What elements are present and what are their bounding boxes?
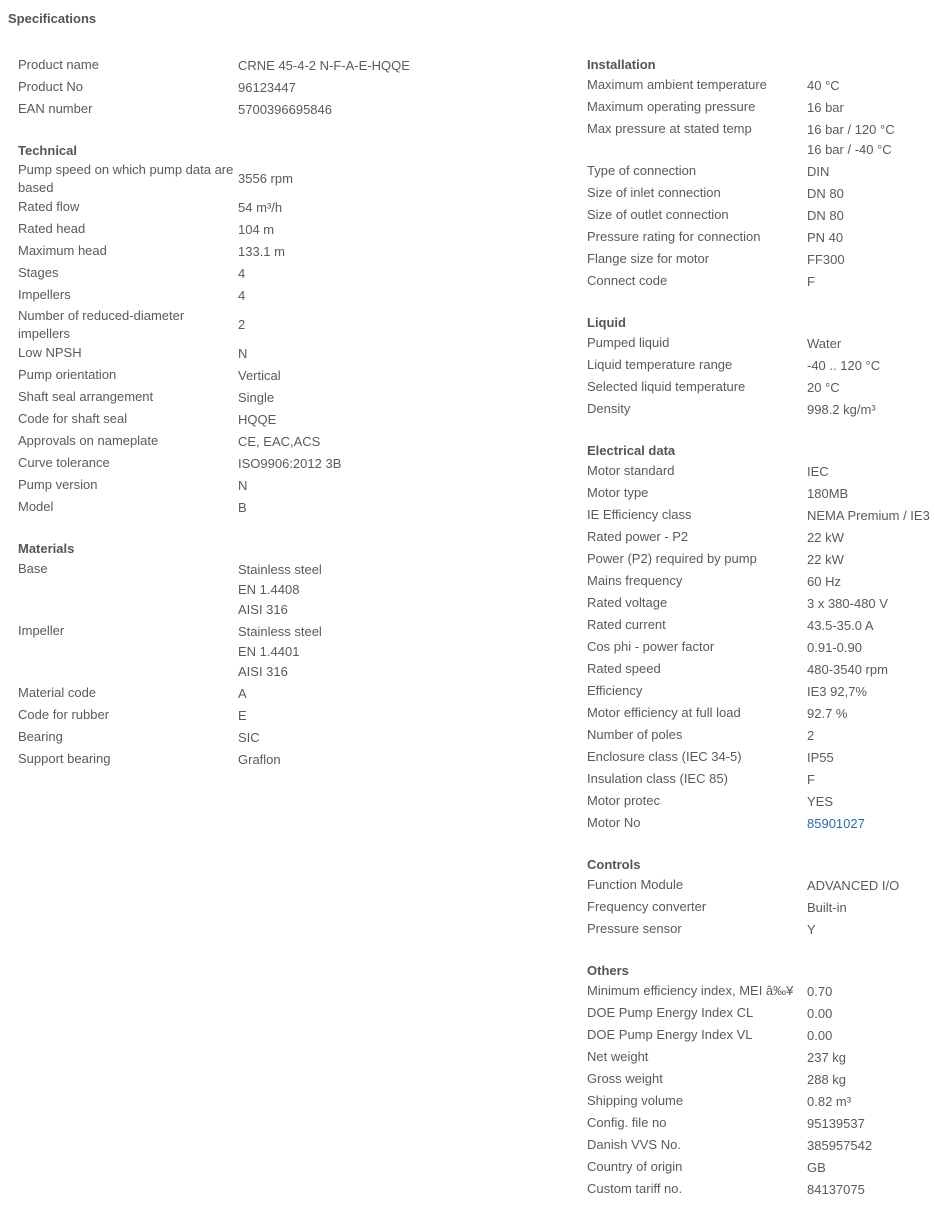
spec-label: Material code [18, 685, 97, 700]
spec-value [807, 1091, 934, 1113]
spec-row [18, 453, 563, 475]
spec-label: Rated speed [587, 661, 661, 676]
spec-row [18, 55, 563, 77]
spec-row [587, 355, 934, 377]
spec-row [587, 119, 934, 161]
spec-value [238, 77, 563, 99]
spec-label: Size of outlet connection [587, 207, 729, 222]
spec-row [587, 205, 934, 227]
spec-row [587, 637, 934, 659]
spec-label: Impeller [18, 623, 65, 638]
spec-row [587, 1003, 934, 1025]
spec-value [807, 97, 934, 119]
spec-row [587, 1091, 934, 1113]
spec-value [238, 559, 563, 621]
spec-value-line: 40 °C [807, 78, 840, 93]
spec-row [587, 249, 934, 271]
spec-label: Support bearing [18, 751, 111, 766]
spec-row [18, 497, 563, 519]
spec-value [807, 981, 934, 1003]
spec-label: Pump speed on which pump data are based [18, 162, 234, 195]
spec-label: Danish VVS No. [587, 1137, 681, 1152]
spec-value [238, 307, 563, 343]
spec-value-line: 288 kg [807, 1072, 847, 1087]
spec-value-line: F [807, 274, 815, 289]
spec-row [587, 75, 934, 97]
spec-value [807, 205, 934, 227]
spec-value [238, 55, 563, 77]
spec-value-line: 2 [238, 317, 246, 332]
spec-row [18, 559, 563, 621]
spec-label: Maximum operating pressure [587, 99, 756, 114]
spec-row [587, 1047, 934, 1069]
section-heading: Installation [587, 57, 656, 72]
section-controls [587, 855, 934, 941]
spec-value-line: Vertical [238, 368, 281, 383]
spec-column-right [587, 55, 934, 1221]
spec-label: Code for shaft seal [18, 411, 128, 426]
spec-value-line: 16 bar / -40 °C [807, 142, 892, 157]
spec-value [807, 637, 934, 659]
spec-value [807, 1069, 934, 1091]
spec-row [18, 197, 563, 219]
page-title: Specifications [8, 11, 97, 26]
spec-value [807, 161, 934, 183]
spec-value [807, 333, 934, 355]
spec-row [587, 549, 934, 571]
spec-value [807, 791, 934, 813]
spec-label: Type of connection [587, 163, 697, 178]
spec-value [807, 461, 934, 483]
spec-value-line: AISI 316 [238, 664, 288, 679]
section-heading: Materials [18, 541, 75, 556]
spec-value-line: 84137075 [807, 1182, 865, 1197]
spec-row [587, 593, 934, 615]
spec-value [238, 409, 563, 431]
spec-value-line: YES [807, 794, 834, 809]
spec-value-line: IEC [807, 464, 829, 479]
spec-value-line: Water [807, 336, 842, 351]
spec-value-line: EN 1.4401 [238, 644, 300, 659]
spec-label: Cos phi - power factor [587, 639, 715, 654]
spec-value-line: 180MB [807, 486, 849, 501]
section-electrical [587, 441, 934, 835]
spec-value [238, 387, 563, 409]
spec-value-line: 998.2 kg/m³ [807, 402, 876, 417]
spec-value [807, 549, 934, 571]
spec-label: Rated power - P2 [587, 529, 689, 544]
spec-label: Number of poles [587, 727, 683, 742]
spec-row [587, 571, 934, 593]
spec-label: Approvals on nameplate [18, 433, 159, 448]
spec-value-line: DN 80 [807, 208, 844, 223]
spec-value-line: 3556 rpm [238, 171, 293, 186]
spec-row [587, 1179, 934, 1201]
spec-label: Selected liquid temperature [587, 379, 746, 394]
spec-row [587, 377, 934, 399]
spec-label: Shipping volume [587, 1093, 684, 1108]
spec-row [18, 285, 563, 307]
spec-value [807, 593, 934, 615]
spec-value [807, 227, 934, 249]
spec-row [18, 409, 563, 431]
spec-row [18, 77, 563, 99]
spec-value-line: 4 [238, 266, 246, 281]
spec-value-line: HQQE [238, 412, 277, 427]
spec-value-line: GB [807, 1160, 826, 1175]
spec-row [18, 219, 563, 241]
spec-value [807, 1003, 934, 1025]
spec-label: Pumped liquid [587, 335, 670, 350]
spec-label: Insulation class (IEC 85) [587, 771, 728, 786]
spec-row [587, 483, 934, 505]
spec-label: Motor protec [587, 793, 660, 808]
spec-row [18, 749, 563, 771]
spec-value-line: IE3 92,7% [807, 684, 867, 699]
spec-row [587, 747, 934, 769]
spec-value [807, 399, 934, 421]
spec-value-line: 104 m [238, 222, 275, 237]
spec-row [587, 1135, 934, 1157]
spec-label: Rated voltage [587, 595, 668, 610]
spec-row [18, 705, 563, 727]
spec-value [807, 615, 934, 637]
spec-row [587, 703, 934, 725]
spec-value [238, 285, 563, 307]
spec-label: Gross weight [587, 1071, 663, 1086]
spec-label: IE Efficiency class [587, 507, 692, 522]
spec-row [587, 271, 934, 293]
spec-value-line: 2 [807, 728, 815, 743]
spec-row [587, 919, 934, 941]
spec-row [18, 475, 563, 497]
spec-row [587, 875, 934, 897]
spec-value-line: EN 1.4408 [238, 582, 300, 597]
spec-row [587, 681, 934, 703]
spec-value-line: N [238, 478, 248, 493]
spec-label: Maximum head [18, 243, 107, 258]
spec-label: Liquid temperature range [587, 357, 733, 372]
spec-value-line: 480-3540 rpm [807, 662, 888, 677]
spec-value [807, 875, 934, 897]
spec-value-line: CRNE 45-4-2 N-F-A-E-HQQE [238, 58, 410, 73]
spec-value-line: 4 [238, 288, 246, 303]
spec-label: Net weight [587, 1049, 649, 1064]
spec-label: Connect code [587, 273, 668, 288]
spec-value-line: CE, EAC,ACS [238, 434, 321, 449]
spec-label: Minimum efficiency index, MEI â‰¥ [587, 983, 794, 998]
spec-value-line: 385957542 [807, 1138, 873, 1153]
spec-value-line: 0.00 [807, 1006, 833, 1021]
spec-row [18, 621, 563, 683]
spec-value-line: N [238, 346, 248, 361]
spec-value [807, 747, 934, 769]
motor-number-link[interactable]: 85901027 [807, 816, 865, 831]
spec-value [807, 505, 934, 527]
spec-label: EAN number [18, 101, 93, 116]
spec-row [587, 1069, 934, 1091]
spec-label: Code for rubber [18, 707, 110, 722]
spec-label: Flange size for motor [587, 251, 710, 266]
spec-value-line: 16 bar [807, 100, 844, 115]
spec-row [587, 769, 934, 791]
spec-row [18, 307, 563, 343]
spec-value-line: 22 kW [807, 530, 844, 545]
spec-label: Motor No [587, 815, 641, 830]
spec-row [587, 813, 934, 835]
spec-value [807, 725, 934, 747]
spec-value [807, 183, 934, 205]
spec-row [587, 981, 934, 1003]
spec-row [18, 365, 563, 387]
spec-label: Curve tolerance [18, 455, 110, 470]
spec-value [807, 75, 934, 97]
spec-value [238, 241, 563, 263]
spec-label: Power (P2) required by pump [587, 551, 757, 566]
spec-value [238, 197, 563, 219]
spec-value [807, 919, 934, 941]
spec-label: Product No [18, 79, 84, 94]
spec-value-line: 237 kg [807, 1050, 847, 1065]
spec-label: Base [18, 561, 48, 576]
spec-value-line: 133.1 m [238, 244, 285, 259]
spec-row [587, 97, 934, 119]
section-heading: Electrical data [587, 443, 676, 458]
spec-value-line: DN 80 [807, 186, 844, 201]
spec-value [238, 683, 563, 705]
spec-value [807, 355, 934, 377]
spec-value [807, 813, 934, 835]
spec-label: Max pressure at stated temp [587, 121, 752, 136]
spec-label: Motor standard [587, 463, 675, 478]
spec-value-line: B [238, 500, 247, 515]
spec-value-line: Stainless steel [238, 624, 322, 639]
spec-value [238, 431, 563, 453]
spec-label: Config. file no [587, 1115, 667, 1130]
spec-label: Model [18, 499, 54, 514]
spec-label: Shaft seal arrangement [18, 389, 154, 404]
section-materials [18, 539, 563, 771]
spec-value [807, 571, 934, 593]
spec-value-line: 3 x 380-480 V [807, 596, 888, 611]
spec-value-line: IP55 [807, 750, 834, 765]
spec-label: Custom tariff no. [587, 1181, 683, 1196]
spec-row [587, 333, 934, 355]
section-liquid [587, 313, 934, 421]
section-heading: Liquid [587, 315, 626, 330]
spec-value [238, 749, 563, 771]
spec-label: Efficiency [587, 683, 643, 698]
spec-row [18, 161, 563, 197]
spec-row [18, 343, 563, 365]
spec-value [807, 1025, 934, 1047]
spec-label: Impellers [18, 287, 71, 302]
spec-label: Motor type [587, 485, 649, 500]
spec-value [238, 621, 563, 683]
spec-value [807, 483, 934, 505]
spec-value [807, 897, 934, 919]
section-general [18, 55, 563, 121]
spec-row [18, 241, 563, 263]
spec-row [18, 727, 563, 749]
spec-value [238, 161, 563, 197]
spec-value [807, 377, 934, 399]
spec-row [587, 161, 934, 183]
spec-value [238, 475, 563, 497]
spec-label: Low NPSH [18, 345, 82, 360]
section-heading: Controls [587, 857, 641, 872]
section-technical [18, 141, 563, 519]
spec-row [587, 183, 934, 205]
spec-row [587, 461, 934, 483]
spec-value-line: A [238, 686, 247, 701]
spec-value [807, 1135, 934, 1157]
section-installation [587, 55, 934, 293]
spec-value [807, 119, 934, 161]
spec-label: Maximum ambient temperature [587, 77, 767, 92]
spec-row [587, 399, 934, 421]
spec-row [587, 791, 934, 813]
spec-label: Pump version [18, 477, 98, 492]
spec-row [18, 431, 563, 453]
spec-row [587, 527, 934, 549]
spec-value-line: 54 m³/h [238, 200, 283, 215]
spec-label: Product name [18, 57, 99, 72]
spec-value-line: NEMA Premium / IE3 [807, 508, 930, 523]
spec-label: Enclosure class (IEC 34-5) [587, 749, 742, 764]
spec-label: Bearing [18, 729, 63, 744]
spec-value-line: 16 bar / 120 °C [807, 122, 895, 137]
spec-label: Motor efficiency at full load [587, 705, 741, 720]
spec-value-line: ADVANCED I/O [807, 878, 900, 893]
spec-value-line: 96123447 [238, 80, 296, 95]
spec-value-line: F [807, 772, 815, 787]
spec-value [807, 1179, 934, 1201]
spec-value-line: E [238, 708, 247, 723]
spec-label: DOE Pump Energy Index VL [587, 1027, 753, 1042]
spec-row [587, 505, 934, 527]
spec-value [807, 769, 934, 791]
spec-value-line: PN 40 [807, 230, 844, 245]
spec-row [587, 897, 934, 919]
section-heading: Technical [18, 143, 78, 158]
spec-value-line: 92.7 % [807, 706, 848, 721]
spec-value-line: 95139537 [807, 1116, 865, 1131]
spec-value-line: 0.91-0.90 [807, 640, 862, 655]
spec-value-line: 0.82 m³ [807, 1094, 852, 1109]
spec-value [807, 1113, 934, 1135]
spec-value-line: -40 .. 120 °C [807, 358, 881, 373]
spec-value [807, 703, 934, 725]
spec-row [587, 725, 934, 747]
spec-value [238, 365, 563, 387]
spec-row [587, 227, 934, 249]
spec-value [238, 263, 563, 285]
spec-value-line: 20 °C [807, 380, 840, 395]
spec-label: Number of reduced-diameter impellers [18, 308, 185, 341]
spec-value-line: AISI 316 [238, 602, 288, 617]
spec-value-line: Built-in [807, 900, 847, 915]
spec-value-line: 60 Hz [807, 574, 841, 589]
spec-label: Pressure rating for connection [587, 229, 761, 244]
spec-value-line: 43.5-35.0 A [807, 618, 874, 633]
spec-label: Rated head [18, 221, 86, 236]
spec-row [18, 263, 563, 285]
spec-value [807, 659, 934, 681]
spec-value [807, 527, 934, 549]
spec-label: Rated flow [18, 199, 80, 214]
spec-value-line: Graflon [238, 752, 281, 767]
spec-label: DOE Pump Energy Index CL [587, 1005, 754, 1020]
section-heading: Others [587, 963, 629, 978]
spec-label: Function Module [587, 877, 684, 892]
spec-value [807, 271, 934, 293]
spec-row [18, 99, 563, 121]
spec-value-line: Single [238, 390, 275, 405]
spec-row [587, 659, 934, 681]
spec-row [587, 1025, 934, 1047]
spec-column-left [18, 55, 563, 791]
spec-value-line: ISO9906:2012 3B [238, 456, 342, 471]
spec-value [238, 219, 563, 241]
spec-value [238, 705, 563, 727]
spec-value-line: 0.00 [807, 1028, 833, 1043]
spec-row [587, 615, 934, 637]
spec-label: Rated current [587, 617, 666, 632]
spec-value [807, 1047, 934, 1069]
spec-label: Mains frequency [587, 573, 683, 588]
spec-value [807, 1157, 934, 1179]
spec-label: Pressure sensor [587, 921, 682, 936]
spec-label: Density [587, 401, 631, 416]
spec-value-line: FF300 [807, 252, 845, 267]
spec-label: Stages [18, 265, 59, 280]
spec-label: Pump orientation [18, 367, 117, 382]
spec-value [238, 99, 563, 121]
spec-value [238, 497, 563, 519]
spec-value [238, 727, 563, 749]
spec-label: Country of origin [587, 1159, 683, 1174]
spec-label: Frequency converter [587, 899, 707, 914]
spec-row [18, 683, 563, 705]
spec-row [587, 1157, 934, 1179]
section-others [587, 961, 934, 1201]
spec-value-line: 5700396695846 [238, 102, 332, 117]
spec-value [238, 343, 563, 365]
spec-value-line: 22 kW [807, 552, 844, 567]
spec-label: Size of inlet connection [587, 185, 721, 200]
spec-row [18, 387, 563, 409]
spec-value-line: Stainless steel [238, 562, 322, 577]
spec-value-line: SIC [238, 730, 260, 745]
spec-value-line: Y [807, 922, 816, 937]
spec-value [807, 681, 934, 703]
spec-value-line: DIN [807, 164, 830, 179]
spec-value [807, 249, 934, 271]
spec-value [238, 453, 563, 475]
spec-value-line: 0.70 [807, 984, 833, 999]
spec-row [587, 1113, 934, 1135]
